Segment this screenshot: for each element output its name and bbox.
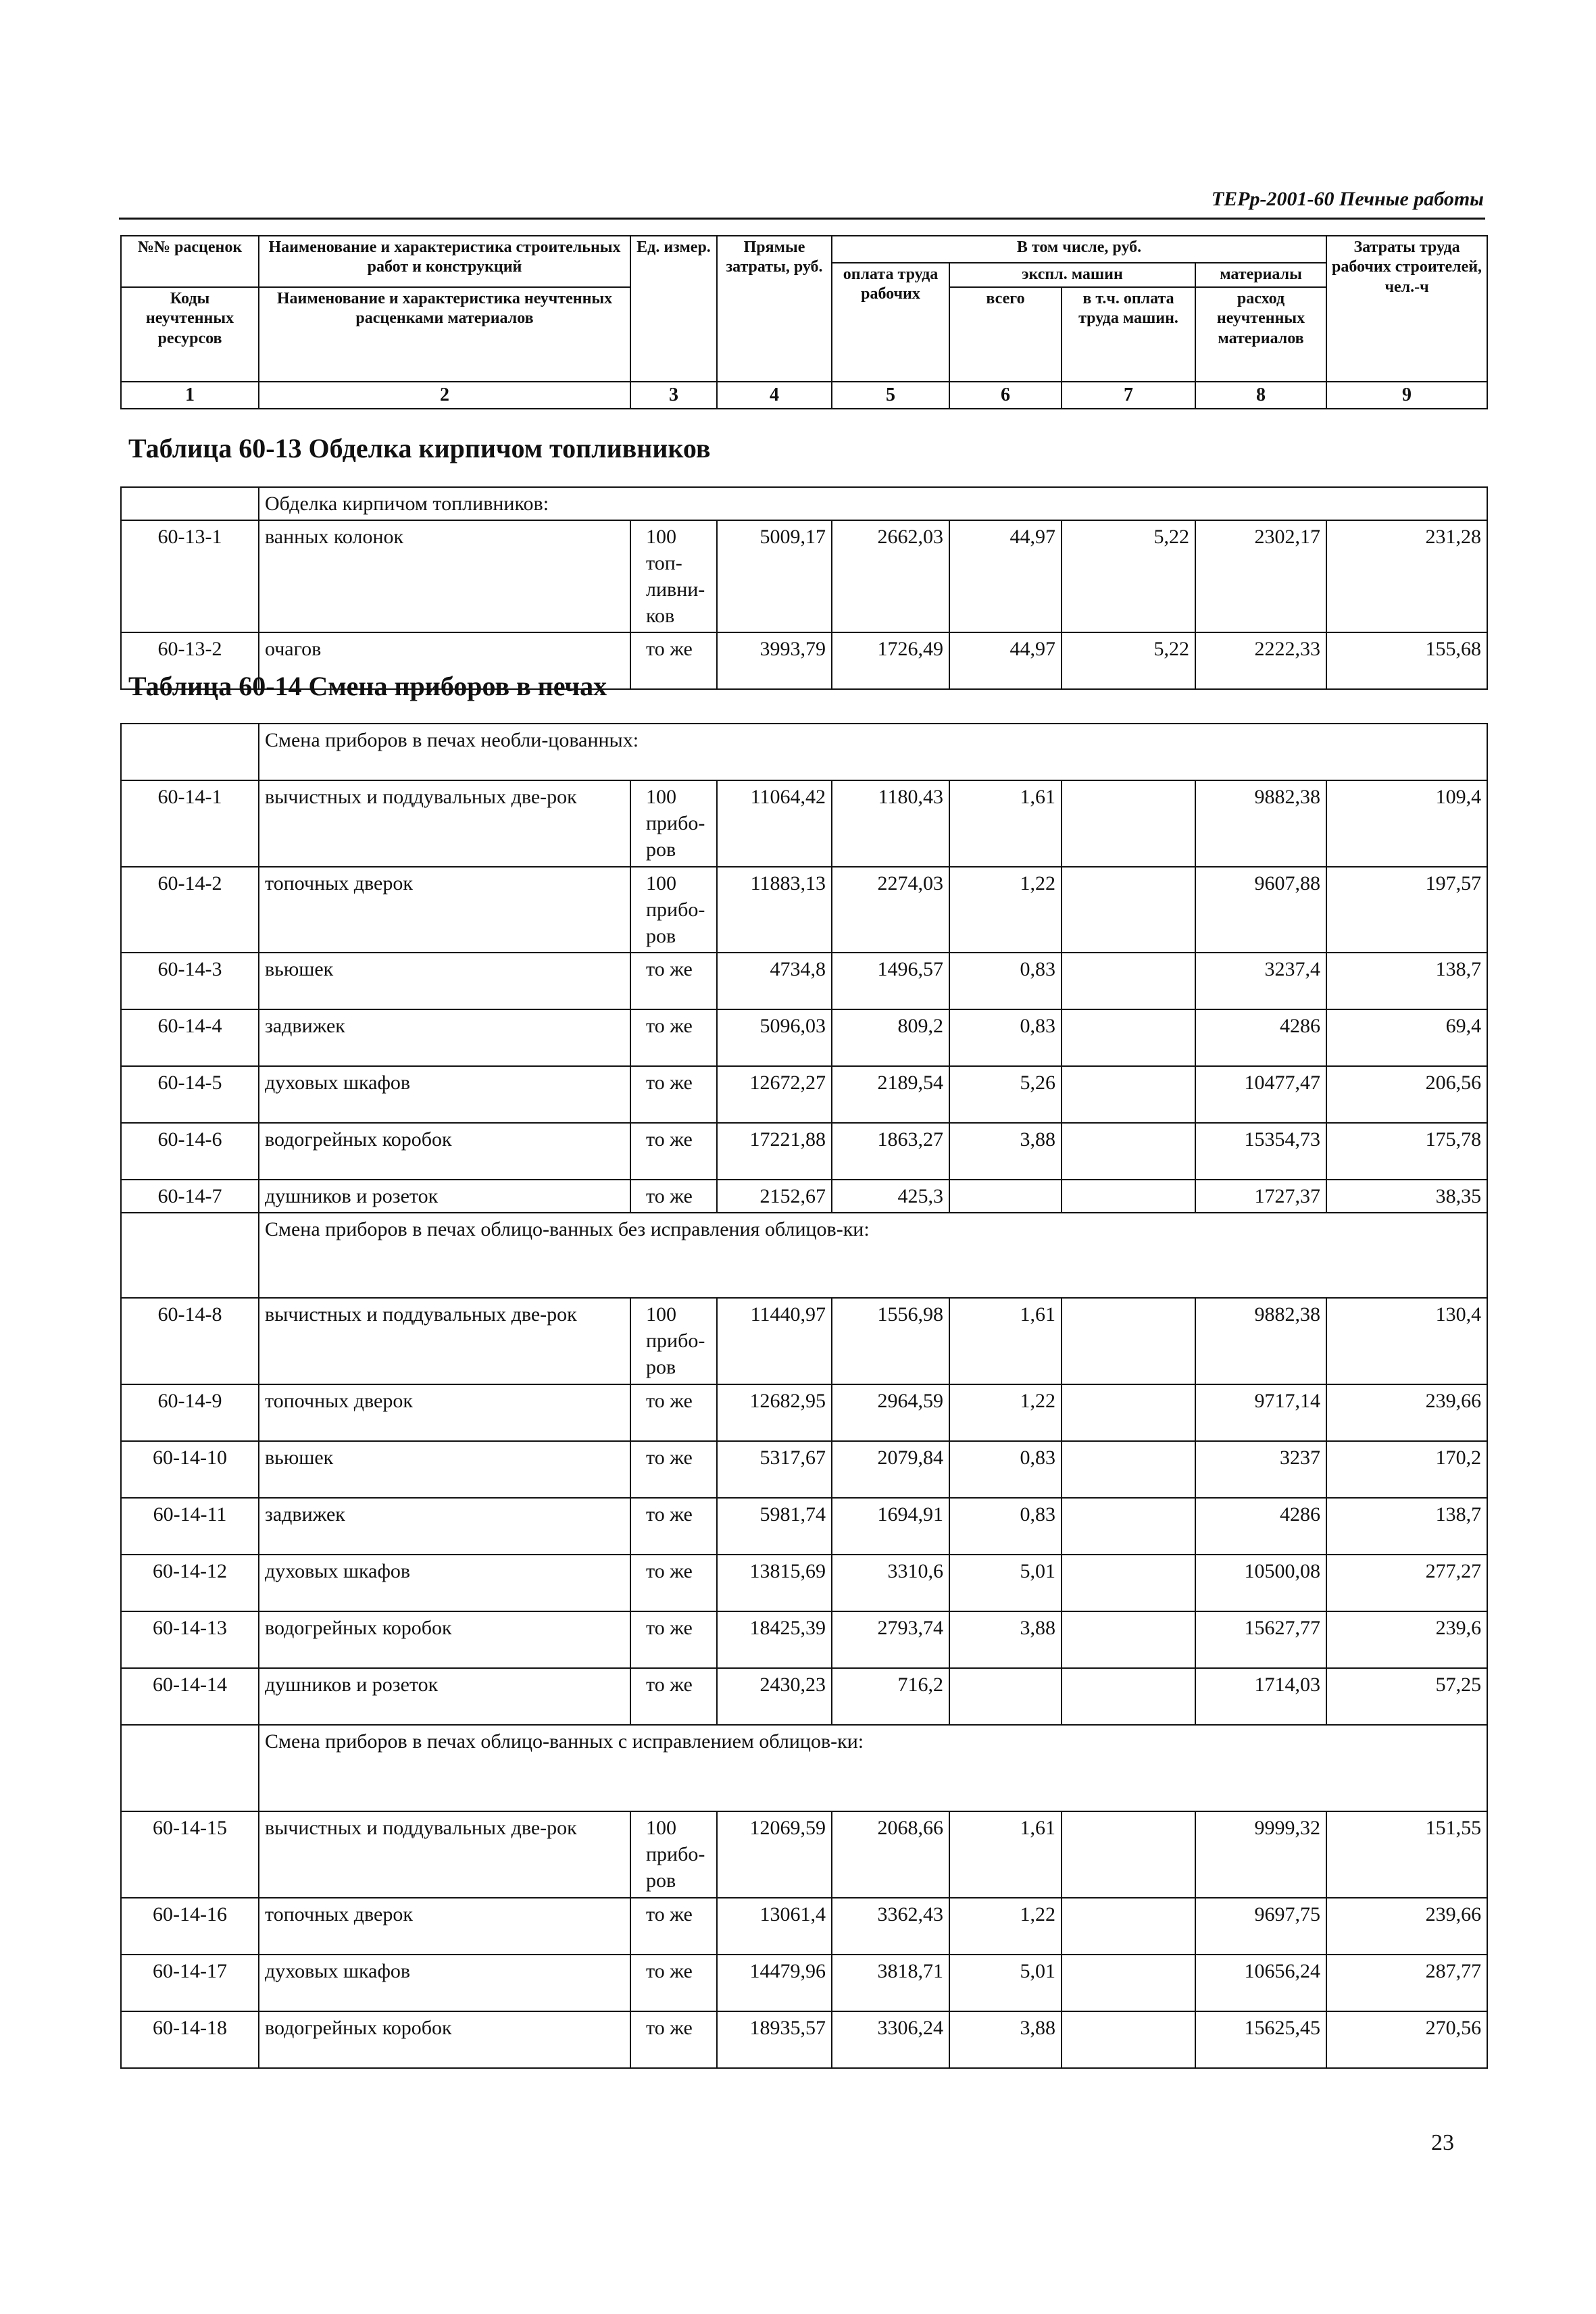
group-heading: Смена приборов в печах облицо-ванных без исправления облицов-ки: <box>259 1213 1487 1298</box>
table-60-14 <box>120 723 1488 2069</box>
header-unaccounted-materials: Наименование и характеристика неучтенных расценками материалов <box>259 287 630 382</box>
materials: 3237,4 <box>1195 953 1326 1009</box>
work-name: топочных дверок <box>259 1898 630 1955</box>
machine-operator-pay <box>1062 1298 1195 1384</box>
rate-code: 60-14-14 <box>121 1668 259 1725</box>
machine-operator-pay <box>1062 780 1195 867</box>
machines-total <box>949 1180 1062 1213</box>
machines-total: 5,01 <box>949 1555 1062 1611</box>
direct-costs: 11883,13 <box>717 867 832 953</box>
page-number: 23 <box>1431 2130 1454 2155</box>
materials: 4286 <box>1195 1498 1326 1555</box>
rate-code: 60-14-16 <box>121 1898 259 1955</box>
machines-total: 3,88 <box>949 1611 1062 1668</box>
table-60-13 <box>120 486 1488 690</box>
group-heading: Обделка кирпичом топливников: <box>259 487 1487 520</box>
header-col-number: 6 <box>949 382 1062 409</box>
machine-operator-pay <box>1062 1441 1195 1498</box>
labor-hours: 151,55 <box>1326 1811 1487 1898</box>
machine-operator-pay: 5,22 <box>1062 632 1195 689</box>
direct-costs: 3993,79 <box>717 632 832 689</box>
work-name: водогрейных коробок <box>259 2011 630 2068</box>
rate-code: 60-14-8 <box>121 1298 259 1384</box>
labor-hours: 287,77 <box>1326 1955 1487 2011</box>
group-code-cell <box>121 487 259 520</box>
materials: 10656,24 <box>1195 1955 1326 2011</box>
direct-costs: 12682,95 <box>717 1384 832 1441</box>
work-name: топочных дверок <box>259 867 630 953</box>
materials: 1714,03 <box>1195 1668 1326 1725</box>
worker-pay: 716,2 <box>832 1668 949 1725</box>
table-row <box>121 1668 1487 1725</box>
labor-hours: 197,57 <box>1326 867 1487 953</box>
machines-total: 44,97 <box>949 520 1062 632</box>
machines-total: 1,61 <box>949 1298 1062 1384</box>
labor-hours: 69,4 <box>1326 1009 1487 1066</box>
materials: 9882,38 <box>1195 780 1326 867</box>
table-row <box>121 1066 1487 1123</box>
materials: 9607,88 <box>1195 867 1326 953</box>
labor-hours: 206,56 <box>1326 1066 1487 1123</box>
worker-pay: 425,3 <box>832 1180 949 1213</box>
worker-pay: 1694,91 <box>832 1498 949 1555</box>
machines-total: 5,26 <box>949 1066 1062 1123</box>
unit: то же <box>630 1955 717 2011</box>
unit: то же <box>630 953 717 1009</box>
machine-operator-pay <box>1062 867 1195 953</box>
running-head: ТЕРр-2001-60 Печные работы <box>1211 188 1484 210</box>
labor-hours: 277,27 <box>1326 1555 1487 1611</box>
machine-operator-pay <box>1062 1811 1195 1898</box>
worker-pay: 3362,43 <box>832 1898 949 1955</box>
machine-operator-pay <box>1062 1066 1195 1123</box>
unit: 100 прибо-ров <box>630 780 717 867</box>
table-row <box>121 1009 1487 1066</box>
materials: 2222,33 <box>1195 632 1326 689</box>
work-name: очагов <box>259 632 630 689</box>
direct-costs: 14479,96 <box>717 1955 832 2011</box>
header-col-number: 1 <box>121 382 259 409</box>
direct-costs: 5096,03 <box>717 1009 832 1066</box>
machines-total: 1,61 <box>949 1811 1062 1898</box>
header-unaccounted-codes: Коды неучтенных ресурсов <box>121 287 259 382</box>
work-name: вьюшек <box>259 953 630 1009</box>
table-row <box>121 2011 1487 2068</box>
materials: 15354,73 <box>1195 1123 1326 1180</box>
group-row <box>121 1213 1487 1298</box>
labor-hours: 38,35 <box>1326 1180 1487 1213</box>
unit: то же <box>630 632 717 689</box>
work-name: духовых шкафов <box>259 1955 630 2011</box>
group-row <box>121 1725 1487 1811</box>
labor-hours: 270,56 <box>1326 2011 1487 2068</box>
machines-total: 44,97 <box>949 632 1062 689</box>
labor-hours: 239,66 <box>1326 1898 1487 1955</box>
table-row <box>121 1298 1487 1384</box>
group-heading: Смена приборов в печах необли-цованных: <box>259 724 1487 780</box>
header-col-number: 8 <box>1195 382 1326 409</box>
direct-costs: 2430,23 <box>717 1668 832 1725</box>
header-direct-costs: Прямые затраты, руб. <box>717 236 832 382</box>
direct-costs: 11440,97 <box>717 1298 832 1384</box>
direct-costs: 12672,27 <box>717 1066 832 1123</box>
machines-total: 0,83 <box>949 1441 1062 1498</box>
rate-code: 60-14-11 <box>121 1498 259 1555</box>
table-60-13-title: Таблица 60-13 Обделка кирпичом топливников <box>128 433 711 463</box>
machines-total: 1,22 <box>949 1384 1062 1441</box>
work-name: задвижек <box>259 1498 630 1555</box>
rate-code: 60-14-15 <box>121 1811 259 1898</box>
rate-code: 60-14-3 <box>121 953 259 1009</box>
header-work-name: Наименование и характеристика строительных работ и конструкций <box>259 236 630 287</box>
header-col-number: 2 <box>259 382 630 409</box>
worker-pay: 3310,6 <box>832 1555 949 1611</box>
direct-costs: 11064,42 <box>717 780 832 867</box>
header-machines-total: всего <box>949 287 1062 382</box>
worker-pay: 2079,84 <box>832 1441 949 1498</box>
worker-pay: 1556,98 <box>832 1298 949 1384</box>
unit: 100 топ-ливни-ков <box>630 520 717 632</box>
labor-hours: 130,4 <box>1326 1298 1487 1384</box>
work-name: духовых шкафов <box>259 1066 630 1123</box>
direct-costs: 13061,4 <box>717 1898 832 1955</box>
machine-operator-pay <box>1062 953 1195 1009</box>
materials: 9717,14 <box>1195 1384 1326 1441</box>
work-name: ванных колонок <box>259 520 630 632</box>
machines-total: 1,22 <box>949 1898 1062 1955</box>
table-row <box>121 1811 1487 1898</box>
machine-operator-pay <box>1062 1555 1195 1611</box>
materials: 3237 <box>1195 1441 1326 1498</box>
unit: то же <box>630 1180 717 1213</box>
unit: то же <box>630 1498 717 1555</box>
header-unit: Ед. измер. <box>630 236 717 382</box>
work-name: вьюшек <box>259 1441 630 1498</box>
header-worker-pay: оплата труда рабочих <box>832 263 949 382</box>
header-materials: материалы <box>1195 263 1326 287</box>
machine-operator-pay <box>1062 2011 1195 2068</box>
unit: то же <box>630 1123 717 1180</box>
worker-pay: 2662,03 <box>832 520 949 632</box>
machine-operator-pay: 5,22 <box>1062 520 1195 632</box>
materials: 4286 <box>1195 1009 1326 1066</box>
labor-hours: 170,2 <box>1326 1441 1487 1498</box>
materials: 10500,08 <box>1195 1555 1326 1611</box>
direct-costs: 18425,39 <box>717 1611 832 1668</box>
direct-costs: 5317,67 <box>717 1441 832 1498</box>
rate-code: 60-14-7 <box>121 1180 259 1213</box>
labor-hours: 239,66 <box>1326 1384 1487 1441</box>
table-row <box>121 1611 1487 1668</box>
materials: 9882,38 <box>1195 1298 1326 1384</box>
table-row <box>121 1898 1487 1955</box>
machine-operator-pay <box>1062 1009 1195 1066</box>
unit: 100 прибо-ров <box>630 1811 717 1898</box>
table-60-14-title: Таблица 60-14 Смена приборов в печах <box>128 671 607 701</box>
direct-costs: 2152,67 <box>717 1180 832 1213</box>
header-labor-hours: Затраты труда рабочих строителей, чел.-ч <box>1326 236 1487 382</box>
materials: 10477,47 <box>1195 1066 1326 1123</box>
unit: то же <box>630 2011 717 2068</box>
work-name: водогрейных коробок <box>259 1123 630 1180</box>
direct-costs: 4734,8 <box>717 953 832 1009</box>
work-name: топочных дверок <box>259 1384 630 1441</box>
machine-operator-pay <box>1062 1955 1195 2011</box>
worker-pay: 2068,66 <box>832 1811 949 1898</box>
worker-pay: 1863,27 <box>832 1123 949 1180</box>
rate-code: 60-14-12 <box>121 1555 259 1611</box>
machine-operator-pay <box>1062 1898 1195 1955</box>
column-header-table <box>120 235 1488 409</box>
header-rate-number: №№ расценок <box>121 236 259 287</box>
group-code-cell <box>121 1213 259 1298</box>
rate-code: 60-14-9 <box>121 1384 259 1441</box>
group-heading: Смена приборов в печах облицо-ванных с исправлением облицов-ки: <box>259 1725 1487 1811</box>
machines-total: 0,83 <box>949 953 1062 1009</box>
machines-total: 5,01 <box>949 1955 1062 2011</box>
work-name: духовых шкафов <box>259 1555 630 1611</box>
unit: то же <box>630 1668 717 1725</box>
header-rule <box>119 218 1485 220</box>
direct-costs: 18935,57 <box>717 2011 832 2068</box>
machine-operator-pay <box>1062 1611 1195 1668</box>
work-name: вычистных и поддувальных две-рок <box>259 780 630 867</box>
unit: 100 прибо-ров <box>630 1298 717 1384</box>
materials: 9999,32 <box>1195 1811 1326 1898</box>
worker-pay: 2964,59 <box>832 1384 949 1441</box>
group-code-cell <box>121 724 259 780</box>
worker-pay: 1496,57 <box>832 953 949 1009</box>
worker-pay: 1726,49 <box>832 632 949 689</box>
header-machine-operator-pay: в т.ч. оплата труда машин. <box>1062 287 1195 382</box>
rate-code: 60-13-1 <box>121 520 259 632</box>
table-row <box>121 1441 1487 1498</box>
rate-code: 60-14-6 <box>121 1123 259 1180</box>
table-row <box>121 1384 1487 1441</box>
group-code-cell <box>121 1725 259 1811</box>
unit: 100 прибо-ров <box>630 867 717 953</box>
worker-pay: 2274,03 <box>832 867 949 953</box>
labor-hours: 175,78 <box>1326 1123 1487 1180</box>
rate-code: 60-14-13 <box>121 1611 259 1668</box>
machines-total <box>949 1668 1062 1725</box>
labor-hours: 231,28 <box>1326 520 1487 632</box>
header-materials-consumption: расход неучтенных материалов <box>1195 287 1326 382</box>
group-row <box>121 724 1487 780</box>
machines-total: 1,61 <box>949 780 1062 867</box>
table-row <box>121 780 1487 867</box>
direct-costs: 5981,74 <box>717 1498 832 1555</box>
machine-operator-pay <box>1062 1668 1195 1725</box>
rate-code: 60-14-18 <box>121 2011 259 2068</box>
worker-pay: 2793,74 <box>832 1611 949 1668</box>
labor-hours: 109,4 <box>1326 780 1487 867</box>
direct-costs: 12069,59 <box>717 1811 832 1898</box>
header-col-number: 7 <box>1062 382 1195 409</box>
unit: то же <box>630 1009 717 1066</box>
work-name: водогрейных коробок <box>259 1611 630 1668</box>
labor-hours: 57,25 <box>1326 1668 1487 1725</box>
worker-pay: 3306,24 <box>832 2011 949 2068</box>
machines-total: 0,83 <box>949 1498 1062 1555</box>
materials: 15627,77 <box>1195 1611 1326 1668</box>
machines-total: 1,22 <box>949 867 1062 953</box>
materials: 15625,45 <box>1195 2011 1326 2068</box>
unit: то же <box>630 1066 717 1123</box>
table-row <box>121 520 1487 632</box>
work-name: вычистных и поддувальных две-рок <box>259 1298 630 1384</box>
rate-code: 60-14-10 <box>121 1441 259 1498</box>
header-col-number: 5 <box>832 382 949 409</box>
labor-hours: 138,7 <box>1326 1498 1487 1555</box>
work-name: душников и розеток <box>259 1180 630 1213</box>
labor-hours: 138,7 <box>1326 953 1487 1009</box>
machines-total: 3,88 <box>949 2011 1062 2068</box>
materials: 9697,75 <box>1195 1898 1326 1955</box>
table-row <box>121 867 1487 953</box>
machines-total: 0,83 <box>949 1009 1062 1066</box>
rate-code: 60-14-5 <box>121 1066 259 1123</box>
table-row <box>121 953 1487 1009</box>
worker-pay: 809,2 <box>832 1009 949 1066</box>
rate-code: 60-14-2 <box>121 867 259 953</box>
table-row <box>121 1955 1487 2011</box>
direct-costs: 17221,88 <box>717 1123 832 1180</box>
work-name: душников и розеток <box>259 1668 630 1725</box>
header-col-number: 3 <box>630 382 717 409</box>
header-including: В том числе, руб. <box>832 236 1326 263</box>
worker-pay: 1180,43 <box>832 780 949 867</box>
unit: то же <box>630 1898 717 1955</box>
machine-operator-pay <box>1062 1498 1195 1555</box>
labor-hours: 155,68 <box>1326 632 1487 689</box>
machine-operator-pay <box>1062 1384 1195 1441</box>
table-row <box>121 1123 1487 1180</box>
unit: то же <box>630 1384 717 1441</box>
machine-operator-pay <box>1062 1180 1195 1213</box>
header-col-number: 4 <box>717 382 832 409</box>
unit: то же <box>630 1441 717 1498</box>
worker-pay: 3818,71 <box>832 1955 949 2011</box>
materials: 2302,17 <box>1195 520 1326 632</box>
header-col-number: 9 <box>1326 382 1487 409</box>
machines-total: 3,88 <box>949 1123 1062 1180</box>
unit: то же <box>630 1611 717 1668</box>
unit: то же <box>630 1555 717 1611</box>
work-name: задвижек <box>259 1009 630 1066</box>
table-row <box>121 1555 1487 1611</box>
materials: 1727,37 <box>1195 1180 1326 1213</box>
labor-hours: 239,6 <box>1326 1611 1487 1668</box>
machine-operator-pay <box>1062 1123 1195 1180</box>
rate-code: 60-14-17 <box>121 1955 259 2011</box>
worker-pay: 2189,54 <box>832 1066 949 1123</box>
table-row <box>121 1498 1487 1555</box>
rate-code: 60-14-4 <box>121 1009 259 1066</box>
work-name: вычистных и поддувальных две-рок <box>259 1811 630 1898</box>
rate-code: 60-14-1 <box>121 780 259 867</box>
header-machine-operation: экспл. машин <box>949 263 1195 287</box>
direct-costs: 5009,17 <box>717 520 832 632</box>
direct-costs: 13815,69 <box>717 1555 832 1611</box>
rate-code: 60-13-2 <box>121 632 259 689</box>
table-row <box>121 1180 1487 1213</box>
